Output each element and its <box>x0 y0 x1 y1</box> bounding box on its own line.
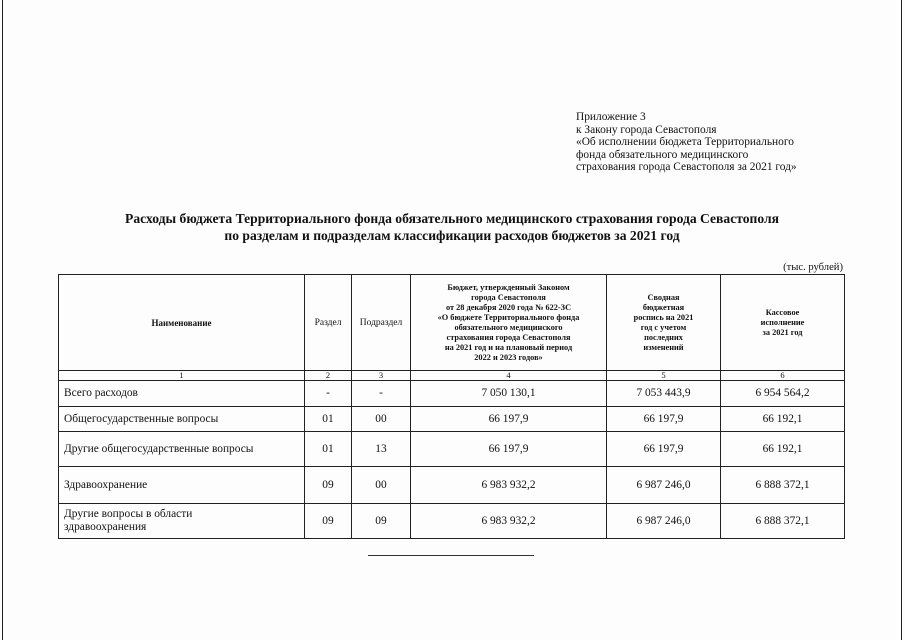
units-note: (тыс. рублей) <box>783 262 843 273</box>
row-subsection: 13 <box>352 432 411 467</box>
column-number: 2 <box>305 371 352 381</box>
appendix-note <box>576 111 797 174</box>
row-summary: 66 197,9 <box>607 407 721 432</box>
row-name-line: здравоохранения <box>64 521 147 533</box>
header-row <box>59 275 845 371</box>
table-row <box>59 407 845 432</box>
row-cash: 66 192,1 <box>721 407 845 432</box>
row-name: Другие общегосударственные вопросы <box>59 432 305 467</box>
header-name: Наименование <box>59 275 305 371</box>
header-approved-line: на 2021 год и на плановый период <box>444 342 573 352</box>
document-title <box>40 210 864 244</box>
column-number: 1 <box>59 371 305 381</box>
title-line-1: Расходы бюджета Территориального фонда обязательного медицинского страхования города Севастополя <box>125 211 779 226</box>
row-summary: 6 987 246,0 <box>607 467 721 504</box>
appendix-line: к Закону города Севастополя <box>576 123 717 136</box>
row-summary: 7 053 443,9 <box>607 381 721 407</box>
row-summary: 66 197,9 <box>607 432 721 467</box>
column-number: 4 <box>411 371 607 381</box>
table-row <box>59 432 845 467</box>
header-approved-budget <box>411 275 607 371</box>
row-name: Общегосударственные вопросы <box>59 407 305 432</box>
header-approved-line: страхования города Севастополя <box>446 332 571 342</box>
row-approved: 7 050 130,1 <box>411 381 607 407</box>
row-cash: 6 954 564,2 <box>721 381 845 407</box>
column-number: 5 <box>607 371 721 381</box>
row-approved: 66 197,9 <box>411 407 607 432</box>
row-section: - <box>305 381 352 407</box>
row-cash: 6 888 372,1 <box>721 467 845 504</box>
page-edge-left <box>2 0 3 640</box>
header-cash-execution <box>721 275 845 371</box>
appendix-line: «Об исполнении бюджета Территориального <box>576 136 794 148</box>
column-number-row <box>59 371 845 381</box>
row-name: Всего расходов <box>59 381 305 407</box>
header-summary-line: последних <box>644 332 683 342</box>
header-approved-line: Бюджет, утвержденный Законом <box>447 282 570 292</box>
header-cash-line: Кассовое <box>765 307 800 317</box>
row-name-line: Другие вопросы в области <box>64 508 193 520</box>
header-cash-line: исполнение <box>760 317 805 327</box>
row-subsection: 00 <box>352 407 411 432</box>
appendix-line: страхования города Севастополя за 2021 год» <box>576 161 797 173</box>
row-section: 09 <box>305 467 352 504</box>
table-row <box>59 467 845 504</box>
row-summary: 6 987 246,0 <box>607 504 721 539</box>
row-approved: 66 197,9 <box>411 432 607 467</box>
row-section: 01 <box>305 432 352 467</box>
header-approved-line: от 28 декабря 2020 года № 622-ЗС <box>445 302 572 312</box>
header-approved-line: «О бюджете Территориального фонда <box>437 312 580 322</box>
appendix-line: Приложение 3 <box>576 111 646 123</box>
row-name <box>59 504 305 539</box>
row-cash: 6 888 372,1 <box>721 504 845 539</box>
row-section: 09 <box>305 504 352 539</box>
row-subsection: 00 <box>352 467 411 504</box>
expenditure-table <box>58 274 845 539</box>
closing-rule <box>368 555 534 556</box>
header-summary-line: Сводная <box>647 292 680 302</box>
row-approved: 6 983 932,2 <box>411 467 607 504</box>
header-summary-line: бюджетная <box>642 302 685 312</box>
title-line-2: по разделам и подразделам классификации расходов бюджетов за 2021 год <box>224 228 680 243</box>
header-subsection: Подраздел <box>352 275 411 371</box>
column-number: 6 <box>721 371 845 381</box>
header-section: Раздел <box>305 275 352 371</box>
row-section: 01 <box>305 407 352 432</box>
row-approved: 6 983 932,2 <box>411 504 607 539</box>
table-row <box>59 381 845 407</box>
header-approved-line: 2022 и 2023 годов» <box>474 352 543 362</box>
header-summary-schedule <box>607 275 721 371</box>
page-edge-right <box>901 0 902 640</box>
row-subsection: - <box>352 381 411 407</box>
table-row <box>59 504 845 539</box>
row-subsection: 09 <box>352 504 411 539</box>
header-approved-line: города Севастополя <box>471 292 546 302</box>
header-approved-line: обязательного медицинского <box>454 322 563 332</box>
appendix-line: фонда обязательного медицинского <box>576 148 749 161</box>
header-summary-line: роспись на 2021 <box>633 312 694 322</box>
column-number: 3 <box>352 371 411 381</box>
row-name: Здравоохранение <box>59 467 305 504</box>
header-summary-line: изменений <box>643 342 684 352</box>
row-cash: 66 192,1 <box>721 432 845 467</box>
header-cash-line: за 2021 год <box>762 327 803 337</box>
header-summary-line: год с учетом <box>640 322 687 332</box>
